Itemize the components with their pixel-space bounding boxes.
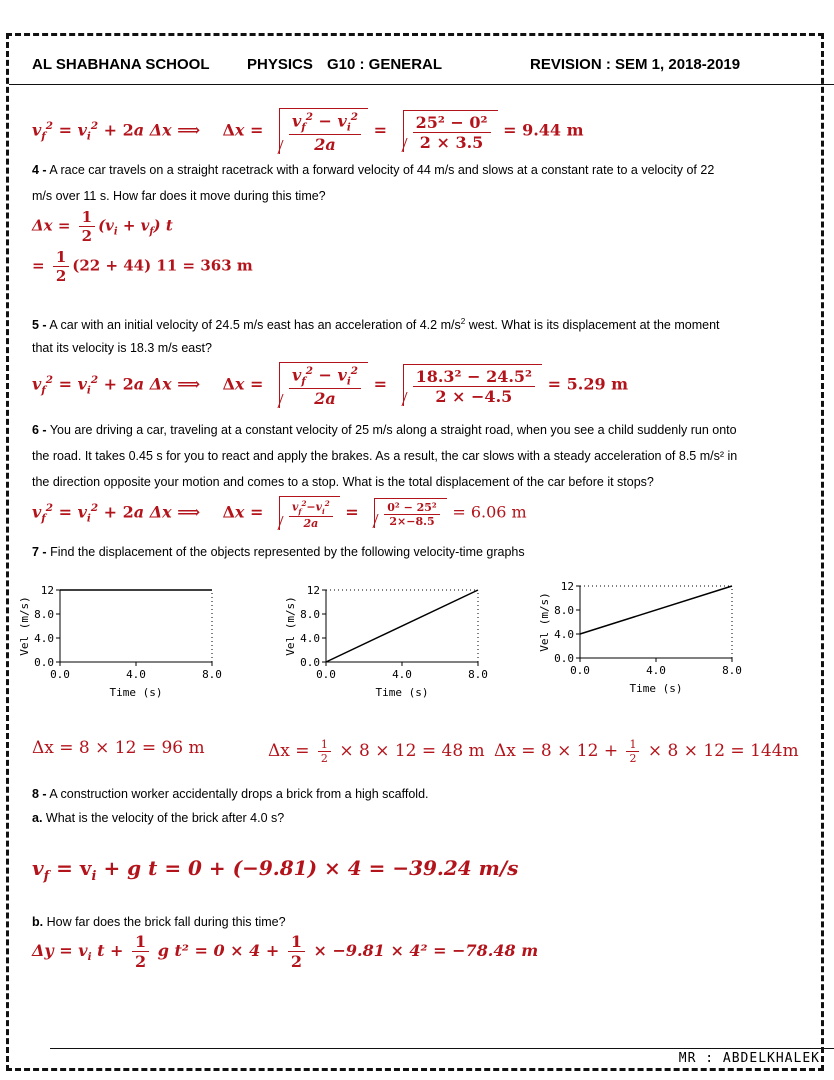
answer-4-formula: Δx = $\frac{1}{2}$ $(v_i + v_f)$ t	[32, 208, 173, 245]
answer-6: $v_f^2 = v_i^2 + 2a$ Δx ⟹ Δx = $\frac{v_f^2-v_i^2}{2a}$ = $\frac{\text{0² − 25²}}{2\times-8.5}$ = 6.06 m	[32, 496, 527, 530]
page-header	[32, 56, 802, 78]
question-6: 6 - You are driving a car, traveling at a constant velocity of 25 m/s along a straight road, when you see a child suddenly run onto	[32, 423, 737, 437]
y-axis-label: Vel (m/s)	[538, 592, 551, 652]
y-tick-label: 0.0	[34, 656, 54, 669]
x-tick-label: 0.0	[50, 668, 70, 681]
y-tick-label: 0.0	[300, 656, 320, 669]
vt-graph-3	[528, 578, 742, 702]
x-axis-label: Time (s)	[109, 686, 163, 699]
y-tick-label: 12	[40, 584, 54, 597]
x-axis-label: Time (s)	[629, 682, 683, 695]
question-6-cont: the road. It takes 0.45 s for you to react and apply the brakes. As a result, the car slows with a steady acceleration of 8.5 m/s² in	[32, 449, 738, 463]
x-tick-label: 4.0	[126, 668, 146, 681]
school-name: AL SHABHANA SCHOOL	[32, 56, 210, 73]
grade: G10 : GENERAL	[327, 56, 443, 73]
y-axis-label: Vel (m/s)	[18, 596, 31, 656]
velocity-line	[580, 586, 732, 634]
y-axis-label: Vel (m/s)	[284, 596, 297, 656]
vt-graph-2	[274, 582, 488, 706]
subject: PHYSICS	[247, 56, 313, 73]
question-5: 5 - A car with an initial velocity of 24.5 m/s east has an acceleration of 4.2 $m/s^2$ west. What is its displacement at the moment	[32, 317, 720, 333]
question-8a: a. What is the velocity of the brick after 4.0 s?	[32, 811, 285, 825]
vt-graph-1	[8, 582, 238, 706]
x-tick-label: 8.0	[722, 664, 742, 677]
y-tick-label: 4.0	[34, 632, 54, 645]
y-tick-label: 12	[306, 584, 320, 597]
question-8: 8 - A construction worker accidentally drops a brick from a high scaffold.	[32, 787, 429, 801]
y-tick-label: 4.0	[554, 628, 574, 641]
answer-4-result: = $\frac{1}{2}$ (22 + 44) 11 = 363 m	[32, 248, 253, 285]
y-tick-label: 12	[560, 580, 574, 593]
x-tick-label: 4.0	[392, 668, 412, 681]
author-signature: MR : ABDELKHALEK	[678, 1051, 820, 1066]
answer-8b: $\Delta y = v_i$ t + $\frac{1}{2}$ g t² = 0 × 4 + $\frac{1}{2}$ × −9.81 × 4² = −78.48 m	[32, 932, 539, 971]
x-tick-label: 8.0	[468, 668, 488, 681]
y-tick-label: 8.0	[34, 608, 54, 621]
x-tick-label: 8.0	[202, 668, 222, 681]
y-tick-label: 8.0	[554, 604, 574, 617]
header-rule	[9, 84, 834, 85]
question-7: 7 - Find the displacement of the objects represented by the following velocity-time graphs	[32, 545, 525, 559]
question-8b: b. How far does the brick fall during this time?	[32, 915, 286, 929]
answer-8a: $v_f = v_i + g$ t = 0 + (−9.81) × 4 = −39.24 m/s	[32, 856, 519, 884]
x-tick-label: 4.0	[646, 664, 666, 677]
question-4: 4 - A race car travels on a straight racetrack with a forward velocity of 44 m/s and slows at a constant rate to a velocity of 22	[32, 163, 715, 177]
question-4-cont: m/s over 11 s. How far does it move during this time?	[32, 189, 326, 203]
x-tick-label: 0.0	[316, 668, 336, 681]
y-tick-label: 4.0	[300, 632, 320, 645]
answer-7a: Δx = 8 × 12 = 96 m	[32, 738, 205, 758]
x-tick-label: 0.0	[570, 664, 590, 677]
velocity-line	[326, 590, 478, 662]
y-tick-label: 0.0	[554, 652, 574, 665]
y-tick-label: 8.0	[300, 608, 320, 621]
question-6-cont2: the direction opposite your motion and comes to a stop. What is the total displacement of the car before it stops?	[32, 475, 654, 489]
revision: REVISION : SEM 1, 2018-2019	[530, 56, 741, 73]
answer-5: $v_f^2 = v_i^2 + 2a$ Δx ⟹ Δx = $\frac{v_f^2 - v_i^2}{2a}$ = $\frac{\text{18.3² − 24.5²}}{2 \times -4.5}$ = 5.29 m	[32, 362, 628, 408]
footer-rule	[50, 1048, 834, 1049]
equation-top: $v_f^2 = v_i^2 + 2a$ Δx ⟹ Δx = $\frac{v_f^2 - v_i^2}{2a}$ = $\frac{\text{25² − 0²}}{2 \times 3.5}$ = 9.44 m	[32, 108, 584, 154]
x-axis-label: Time (s)	[375, 686, 429, 699]
answer-7b: Δx = $\frac{1}{2}$ × 8 × 12 = 48 m	[268, 738, 485, 765]
question-5-cont: that its velocity is 18.3 m/s east?	[32, 341, 212, 355]
answer-7c: Δx = 8 × 12 + $\frac{1}{2}$ × 8 × 12 = 144m	[494, 738, 799, 765]
